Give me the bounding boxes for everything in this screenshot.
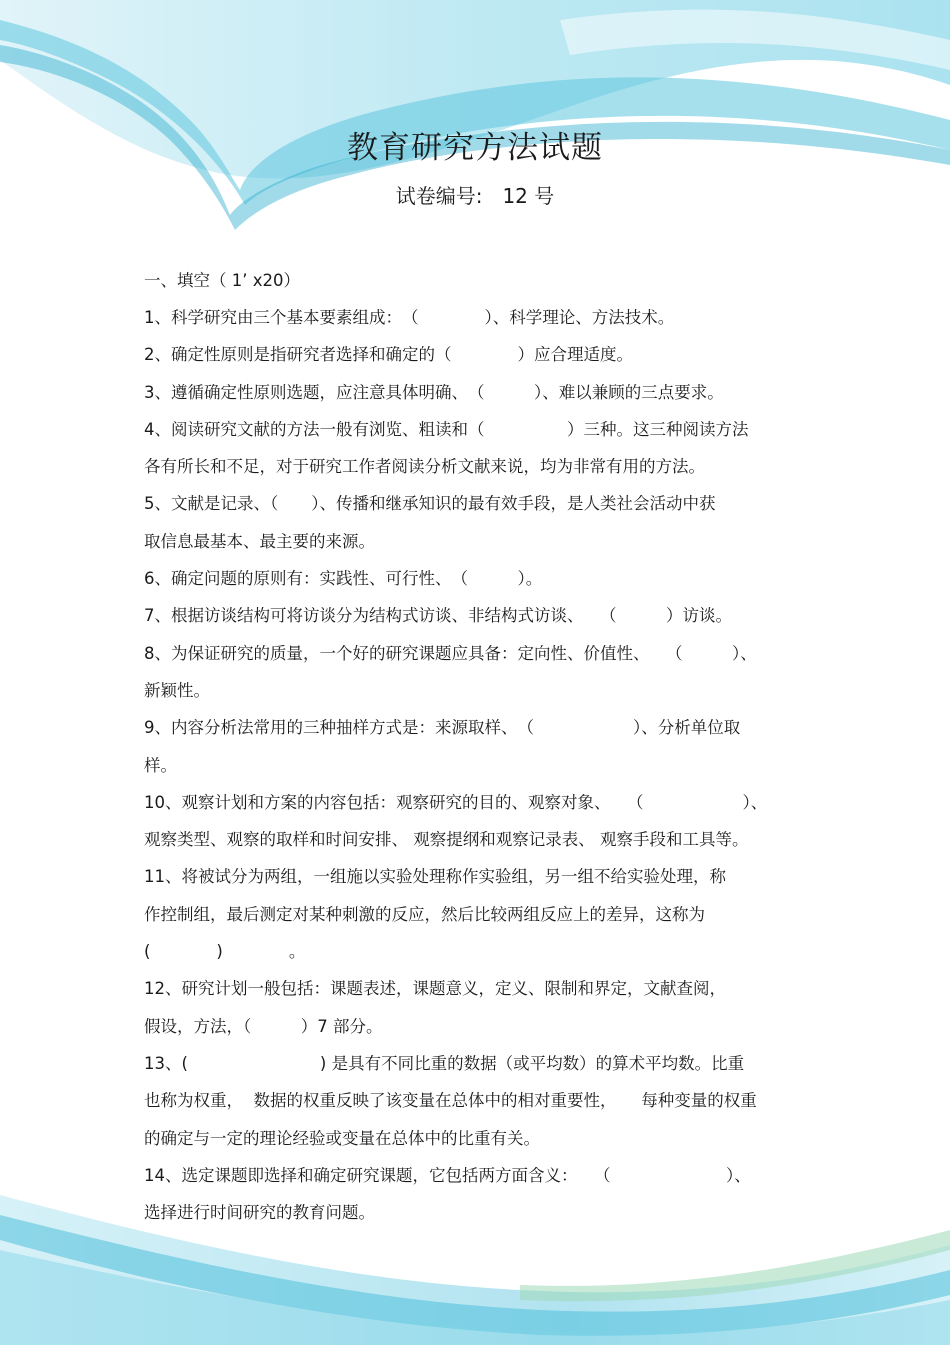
text-line: 8、为保证研究的质量，一个好的研究课题应具备：定向性、价值性、 （ ）、	[144, 643, 757, 663]
text-line: 假设，方法，（ ）7 部分。	[144, 1016, 383, 1036]
text-line: ( ) 。	[144, 942, 306, 962]
text-line: 4、阅读研究文献的方法一般有浏览、粗读和（ ）三种。这三种阅读方法	[144, 419, 749, 439]
text-line: 13、( ) 是具有不同比重的数据（或平均数）的算术平均数。比重	[144, 1053, 745, 1073]
text-line: 7、根据访谈结构可将访谈分为结构式访谈、非结构式访谈、 （ ）访谈。	[144, 606, 732, 626]
text-line: 2、确定性原则是指研究者选择和确定的（ ）应合理适度。	[144, 345, 633, 365]
text-line: 10、观察计划和方案的内容包括：观察研究的目的、观察对象、 （ ）、	[144, 792, 768, 812]
text-line: 6、确定问题的原则有：实践性、可行性、 （ ）。	[144, 569, 543, 589]
text-line: 12、研究计划一般包括：课题表述，课题意义，定义、限制和界定，文献查阅，	[144, 979, 726, 999]
text-line: 取信息最基本、最主要的来源。	[144, 531, 375, 551]
section-heading: 一、填空（ 1’ x20）	[144, 271, 300, 290]
text-line: 1、科学研究由三个基本要素组成： （ ）、科学理论、方法技术。	[144, 308, 675, 327]
exam-number: 试卷编号: 12 号	[395, 184, 555, 208]
text-line: 9、内容分析法常用的三种抽样方式是：来源取样、 （ ）、分析单位取	[144, 718, 741, 738]
text-line: 样。	[144, 755, 177, 775]
text-line: 11、将被试分为两组，一组施以实验处理称作实验组，另一组不给实验处理，称	[144, 867, 726, 887]
text-line: 观察类型、观察的取样和时间安排、 观察提纲和观察记录表、 观察手段和工具等。	[144, 830, 749, 850]
text-line: 选择进行时间研究的教育问题。	[144, 1203, 375, 1223]
text-line: 3、遵循确定性原则选题，应注意具体明确、 （ ）、难以兼顾的三点要求。	[144, 382, 724, 402]
text-line: 各有所长和不足，对于研究工作者阅读分析文献来说，均为非常有用的方法。	[144, 457, 705, 477]
text-line: 的确定与一定的理论经验或变量在总体中的比重有关。	[144, 1128, 540, 1148]
text-line: 也称为权重， 数据的权重反映了该变量在总体中的相对重要性， 每种变量的权重	[144, 1091, 757, 1111]
text-line: 作控制组，最后测定对某种刺激的反应，然后比较两组反应上的差异，这称为	[144, 904, 705, 924]
text-line: 14、选定课题即选择和确定研究课题，它包括两方面含义： （ ）、	[144, 1165, 751, 1185]
question-body	[144, 262, 814, 1231]
text-line: 5、文献是记录、（ ）、传播和继承知识的最有效手段，是人类社会活动中获	[144, 494, 716, 514]
text-line: 新颖性。	[144, 680, 210, 700]
page-title: 教育研究方法试题	[347, 130, 603, 166]
